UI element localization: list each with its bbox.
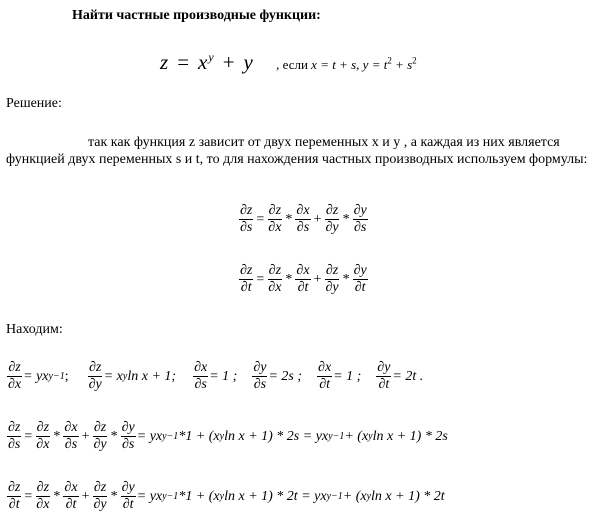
result-formula-s: $\frac{\partial z}{\partial s}$ = $\frac{\partial z}{\partial x}$ * $\frac{\partial x}{\partial s}$ + $\frac{\partial z}{\partial y}$ * $\frac{\partial y}{\partial s}$ = yx y−1 *1 + (x y ln x + 1) * 2s = yx y−1 + (x y ln x + 1) * 2s [8, 420, 448, 452]
chain-rule-formula-t: $\frac{\partial z}{\partial t}$ = $\frac{\partial z}{\partial x}$ * $\frac{\partial x}{\partial t}$ + $\frac{\partial z}{\partial y}$ * $\frac{\partial y}{\partial t}$ [240, 263, 367, 295]
chain-rule-formula-s: $\frac{\partial z}{\partial s}$ = $\frac{\partial z}{\partial x}$ * $\frac{\partial x}{\partial s}$ + $\frac{\partial z}{\partial y}$ * $\frac{\partial y}{\partial s}$ [240, 203, 367, 235]
result-formula-t: $\frac{\partial z}{\partial t}$ = $\frac{\partial z}{\partial x}$ * $\frac{\partial x}{\partial t}$ + $\frac{\partial z}{\partial y}$ * $\frac{\partial y}{\partial t}$ = yx y−1 *1 + (x y ln x + 1) * 2t = yx y−1 + (x y ln x + 1) * 2t [8, 480, 445, 512]
partial-derivatives-row: $\frac{\partial z}{\partial x}$ = yx y−1 ; $\frac{\partial z}{\partial y}$ = x y ln x + 1; $\frac{\partial x}{\partial s}$ = 1 ; $\frac{\partial y}{\partial s}$ = 2s ; $\frac{\partial x}{\partial t}$ = 1 ; $\frac{\partial y}{\partial t}$ = 2t . [8, 360, 424, 392]
function-formula: $z = x^y + y$ [160, 50, 254, 74]
function-condition: , если x = t + s, $y = t^2 + s^2$ [276, 55, 417, 72]
function-definition [160, 50, 417, 75]
problem-title: Найти частные производные функции: [72, 8, 321, 23]
find-label: Находим: [6, 322, 63, 337]
solution-label: Решение: [6, 96, 62, 111]
explanation-paragraph: так как функция z зависит от двух переменных x и y , а каждая из них является функцией двух переменных s и t, то для нахождения частных производных используем формулы: [6, 135, 588, 167]
